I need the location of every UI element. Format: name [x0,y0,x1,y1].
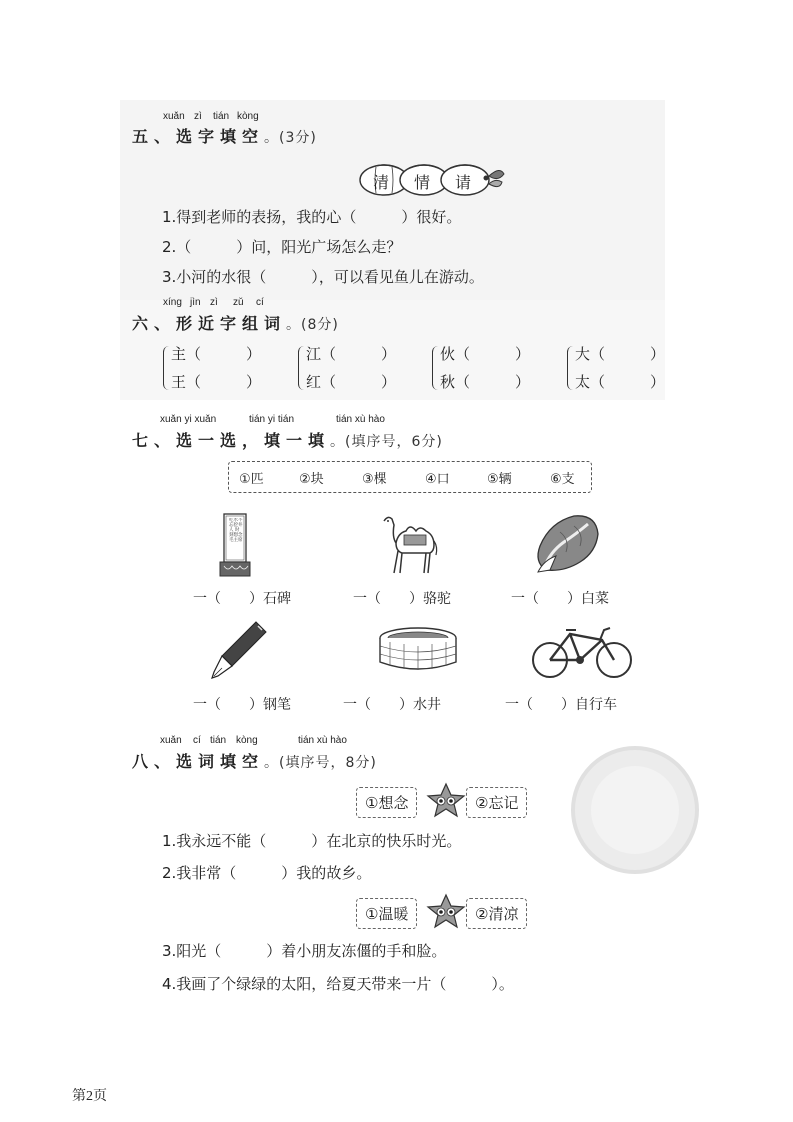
pinyin-zi: zì [194,111,202,122]
sec8-item-1: 1.我永远不能（ ）在北京的快乐时光。 [162,832,462,850]
stele-inscription: 吃水不忘挖井人 时刻想念毛主席 [229,518,243,543]
sec8-item-3: 3.阳光（ ）着小朋友冻僵的手和脸。 [162,942,447,960]
pinyin-tian-yi-tian: tián yi tián [249,414,295,425]
brace [567,346,574,390]
pair-bottom: 太（ ） [575,373,666,391]
char-pair-1 [163,340,283,400]
measure-word-options-box [228,461,592,493]
pinyin-xuan: xuǎn [163,111,185,122]
char-pair-2 [298,340,418,400]
watermark-seal [535,700,645,900]
brace [163,346,170,390]
pinyin-kong: kòng [237,111,259,122]
brace [298,346,305,390]
section6-title: 六、形近字组词 [132,314,287,333]
option-1: ①匹 [239,472,264,487]
section8-heading [132,749,377,772]
pinyin-xing: xíng [163,297,182,308]
section7-title: 七、选一选，填一填 [132,431,331,450]
section7-points: 。(填序号，6分) [330,434,443,450]
brace [432,346,439,390]
pinyin-tian: tián [213,111,230,122]
pinyin-tian-xu-hao: tián xù hào [336,414,385,425]
option-3: ③棵 [362,472,387,487]
pumpkin-char-2: 情 [414,173,431,192]
section6-points: 。(8分) [286,317,339,333]
pinyin-jin: jìn [190,297,201,308]
pinyin-ci: cí [256,297,264,308]
pair-top: 主（ ） [171,345,262,363]
pair-top: 江（ ） [306,345,397,363]
word-option-1a: ①想念 [356,787,417,818]
camel-image [378,511,440,577]
section6-heading [132,311,339,334]
star-face-icon [426,893,466,929]
pumpkin-char-3: 请 [455,173,472,192]
page-number: 第2页 [72,1089,107,1104]
pumpkin-char-1: 清 [373,173,390,192]
pinyin-zi: zì [210,297,218,308]
pinyin-xuan: xuǎn [160,735,182,746]
pinyin-kong: kòng [236,735,258,746]
pinyin-tian-xu-hao: tián xù hào [298,735,347,746]
word-option-2b: ②清凉 [466,898,527,929]
char-pair-3 [432,340,552,400]
fountain-pen-image [208,618,270,680]
caption-camel: 一（ ）骆驼 [353,591,451,607]
pair-bottom: 秋（ ） [440,373,531,391]
pinyin-zu: zǔ [233,297,244,308]
section5-heading [132,124,317,147]
cabbage-image [530,512,602,578]
pair-bottom: 王（ ） [171,373,262,391]
option-2: ②块 [299,472,324,487]
pair-bottom: 红（ ） [306,373,397,391]
star-face-icon [426,782,466,818]
word-option-2a: ①温暖 [356,898,417,929]
sec5-item-2: 2.（ ）问，阳光广场怎么走？ [162,238,402,256]
option-4: ④口 [425,472,450,487]
caption-stele: 一（ ）石碑 [193,591,291,607]
pinyin-ci: cí [193,735,201,746]
sec8-item-2: 2.我非常（ ）我的故乡。 [162,864,372,882]
sec5-item-1: 1.得到老师的表扬，我的心（ ）很好。 [162,208,462,226]
pair-top: 伙（ ） [440,345,531,363]
caption-well: 一（ ）水井 [343,697,441,713]
pair-top: 大（ ） [575,345,666,363]
pinyin-xuan-yi-xuan: xuǎn yi xuǎn [160,414,217,425]
option-5: ⑤辆 [487,472,512,487]
sec5-item-3: 3.小河的水很（ ），可以看见鱼儿在游动。 [162,268,484,286]
pinyin-tian: tián [210,735,227,746]
bicycle-image [530,620,636,680]
caption-cabbage: 一（ ）白菜 [511,591,609,607]
section7-heading [132,428,443,451]
section8-points: 。(填序号，8分) [264,755,377,771]
sec8-item-4: 4.我画了个绿绿的太阳，给夏天带来一片（ ）。 [162,975,514,993]
section5-title: 五、选字填空 [132,127,265,146]
word-option-1b: ②忘记 [466,787,527,818]
caption-bicycle: 一（ ）自行车 [505,697,617,713]
section5-points: 。(3分) [264,130,317,146]
option-6: ⑥支 [550,472,575,487]
char-pair-4 [567,340,687,400]
caption-pen: 一（ ）钢笔 [193,697,291,713]
water-well-image [376,626,460,676]
section8-title: 八、选词填空 [132,752,265,771]
